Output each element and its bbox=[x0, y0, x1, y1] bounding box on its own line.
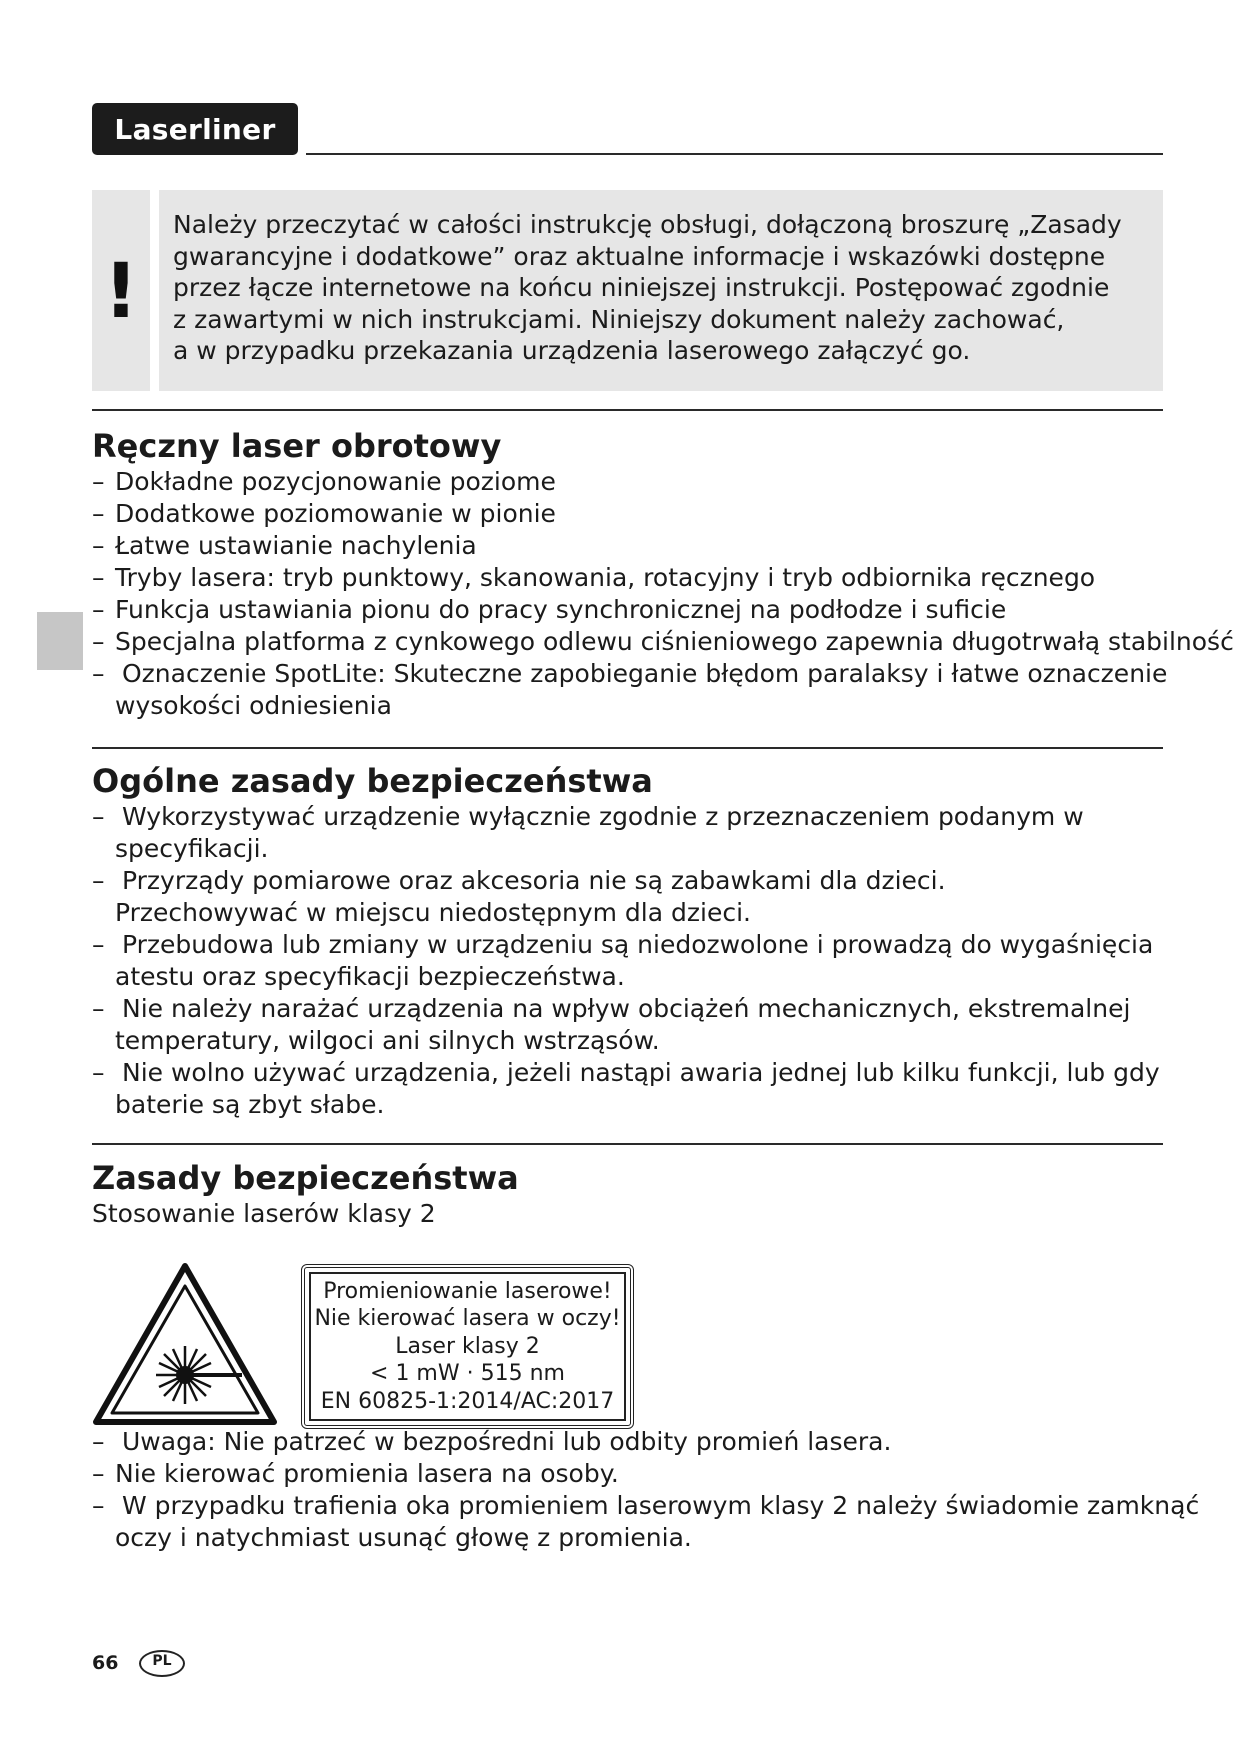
exclamation-icon: ! bbox=[92, 190, 150, 391]
list-item bbox=[92, 1426, 1163, 1458]
page-number: 66 bbox=[92, 1652, 119, 1674]
list-item bbox=[92, 993, 1163, 1057]
notice-line: a w przypadku przekazania urządzenia laserowego załączyć go. bbox=[173, 336, 971, 365]
list-item bbox=[92, 658, 1168, 722]
list-item-line: Przechowywać w miejscu niedostępnym dla dzieci. bbox=[115, 898, 751, 927]
notice-line: z zawartymi w nich instrukcjami. Niniejszy dokument należy zachować, bbox=[173, 304, 1065, 334]
list-item-line: – Przyrządy pomiarowe oraz akcesoria nie są zabawkami dla dzieci. bbox=[122, 866, 946, 895]
laser-class-label bbox=[301, 1264, 634, 1429]
chapter-tab bbox=[37, 612, 83, 670]
list-item-line: – Wykorzystywać urządzenie wyłącznie zgodnie z przeznaczeniem podanym w bbox=[122, 802, 1084, 831]
list-item bbox=[92, 1458, 1163, 1490]
list-item: – Specjalna platforma z cynkowego odlewu ciśnieniowego zapewnia długotrwałą stabilność bbox=[92, 626, 1163, 658]
list-item-line: baterie są zbyt słabe. bbox=[115, 1090, 385, 1119]
list-item bbox=[92, 865, 1163, 929]
list-item bbox=[92, 801, 1163, 865]
label-line: Promieniowanie laserowe! bbox=[323, 1278, 612, 1304]
section-divider bbox=[92, 409, 1163, 411]
header-rule bbox=[306, 153, 1163, 155]
section-title: Zasady bezpieczeństwa bbox=[92, 1159, 519, 1197]
laser-safety-section bbox=[92, 1158, 1163, 1230]
notice-line: gwarancyjne i dodatkowe” oraz aktualne informacje i wskazówki dostępne bbox=[173, 241, 1106, 271]
list-item: – Dodatkowe poziomowanie w pionie bbox=[92, 498, 1163, 530]
list-item-line: atestu oraz specyfikacji bezpieczeństwa. bbox=[115, 962, 625, 991]
section-subtitle: Stosowanie laserów klasy 2 bbox=[92, 1199, 436, 1228]
notice-box bbox=[92, 190, 1163, 391]
list-item bbox=[92, 1490, 1200, 1554]
list-item bbox=[92, 929, 1163, 993]
section-title: Ogólne zasady bezpieczeństwa bbox=[92, 762, 653, 800]
list-item-line: – Nie kierować promienia lasera na osoby. bbox=[115, 1459, 619, 1488]
list-item-line: specyfikacji. bbox=[115, 834, 269, 863]
label-line: Laser klasy 2 bbox=[395, 1333, 540, 1359]
safety-list bbox=[92, 801, 1163, 1121]
list-item-line: oczy i natychmiast usunąć głowę z promienia. bbox=[115, 1523, 692, 1552]
feature-list bbox=[92, 466, 1234, 722]
label-line: Nie kierować lasera w oczy! bbox=[314, 1306, 621, 1332]
list-item-line: – Nie wolno używać urządzenia, jeżeli nastąpi awaria jednej lub kilku funkcji, lub gdy bbox=[122, 1058, 1160, 1087]
list-item: – Tryby lasera: tryb punktowy, skanowania, rotacyjny i tryb odbiornika ręcznego bbox=[92, 562, 1163, 594]
list-item bbox=[92, 1057, 1163, 1121]
list-item: – Łatwe ustawianie nachylenia bbox=[92, 530, 1163, 562]
laser-warning-icon bbox=[92, 1262, 278, 1426]
section-divider bbox=[92, 747, 1163, 749]
list-item-line: temperatury, wilgoci ani silnych wstrząsów. bbox=[115, 1026, 660, 1055]
language-badge: PL bbox=[139, 1650, 185, 1677]
list-item-line: – Nie należy narażać urządzenia na wpływ obciążeń mechanicznych, ekstremalnej bbox=[122, 994, 1131, 1023]
list-item-line: – Oznaczenie SpotLite: Skuteczne zapobieganie błędom paralaksy i łatwe oznaczenie bbox=[122, 659, 1168, 688]
section-title: Ręczny laser obrotowy bbox=[92, 427, 502, 465]
list-item-line: – W przypadku trafienia oka promieniem laserowym klasy 2 należy świadomie zamknąć bbox=[122, 1491, 1200, 1520]
list-item-line: – Przebudowa lub zmiany w urządzeniu są niedozwolone i prowadzą do wygaśnięcia bbox=[122, 930, 1154, 959]
label-line: < 1 mW · 515 nm bbox=[370, 1361, 565, 1387]
list-item: – Dokładne pozycjonowanie poziome bbox=[92, 466, 1163, 498]
notice-line: Należy przeczytać w całości instrukcję obsługi, dołączoną broszurę „Zasady bbox=[173, 210, 1122, 239]
section-divider bbox=[92, 1143, 1163, 1145]
list-item: – Funkcja ustawiania pionu do pracy synchronicznej na podłodze i suficie bbox=[92, 594, 1163, 626]
brand-logo: Laserliner bbox=[92, 103, 298, 155]
laser-safety-notes bbox=[92, 1426, 1200, 1554]
product-section bbox=[92, 426, 1234, 722]
notice-line: przez łącze internetowe na końcu niniejszej instrukcji. Postępować zgodnie bbox=[173, 273, 1110, 302]
label-line: EN 60825-1:2014/AC:2017 bbox=[320, 1388, 615, 1414]
list-item-line: – Uwaga: Nie patrzeć w bezpośredni lub odbity promień lasera. bbox=[122, 1427, 892, 1456]
list-item-line: wysokości odniesienia bbox=[115, 691, 392, 720]
general-safety-section bbox=[92, 761, 1163, 1121]
laser-notes-list bbox=[92, 1426, 1200, 1554]
notice-text bbox=[159, 190, 1163, 391]
